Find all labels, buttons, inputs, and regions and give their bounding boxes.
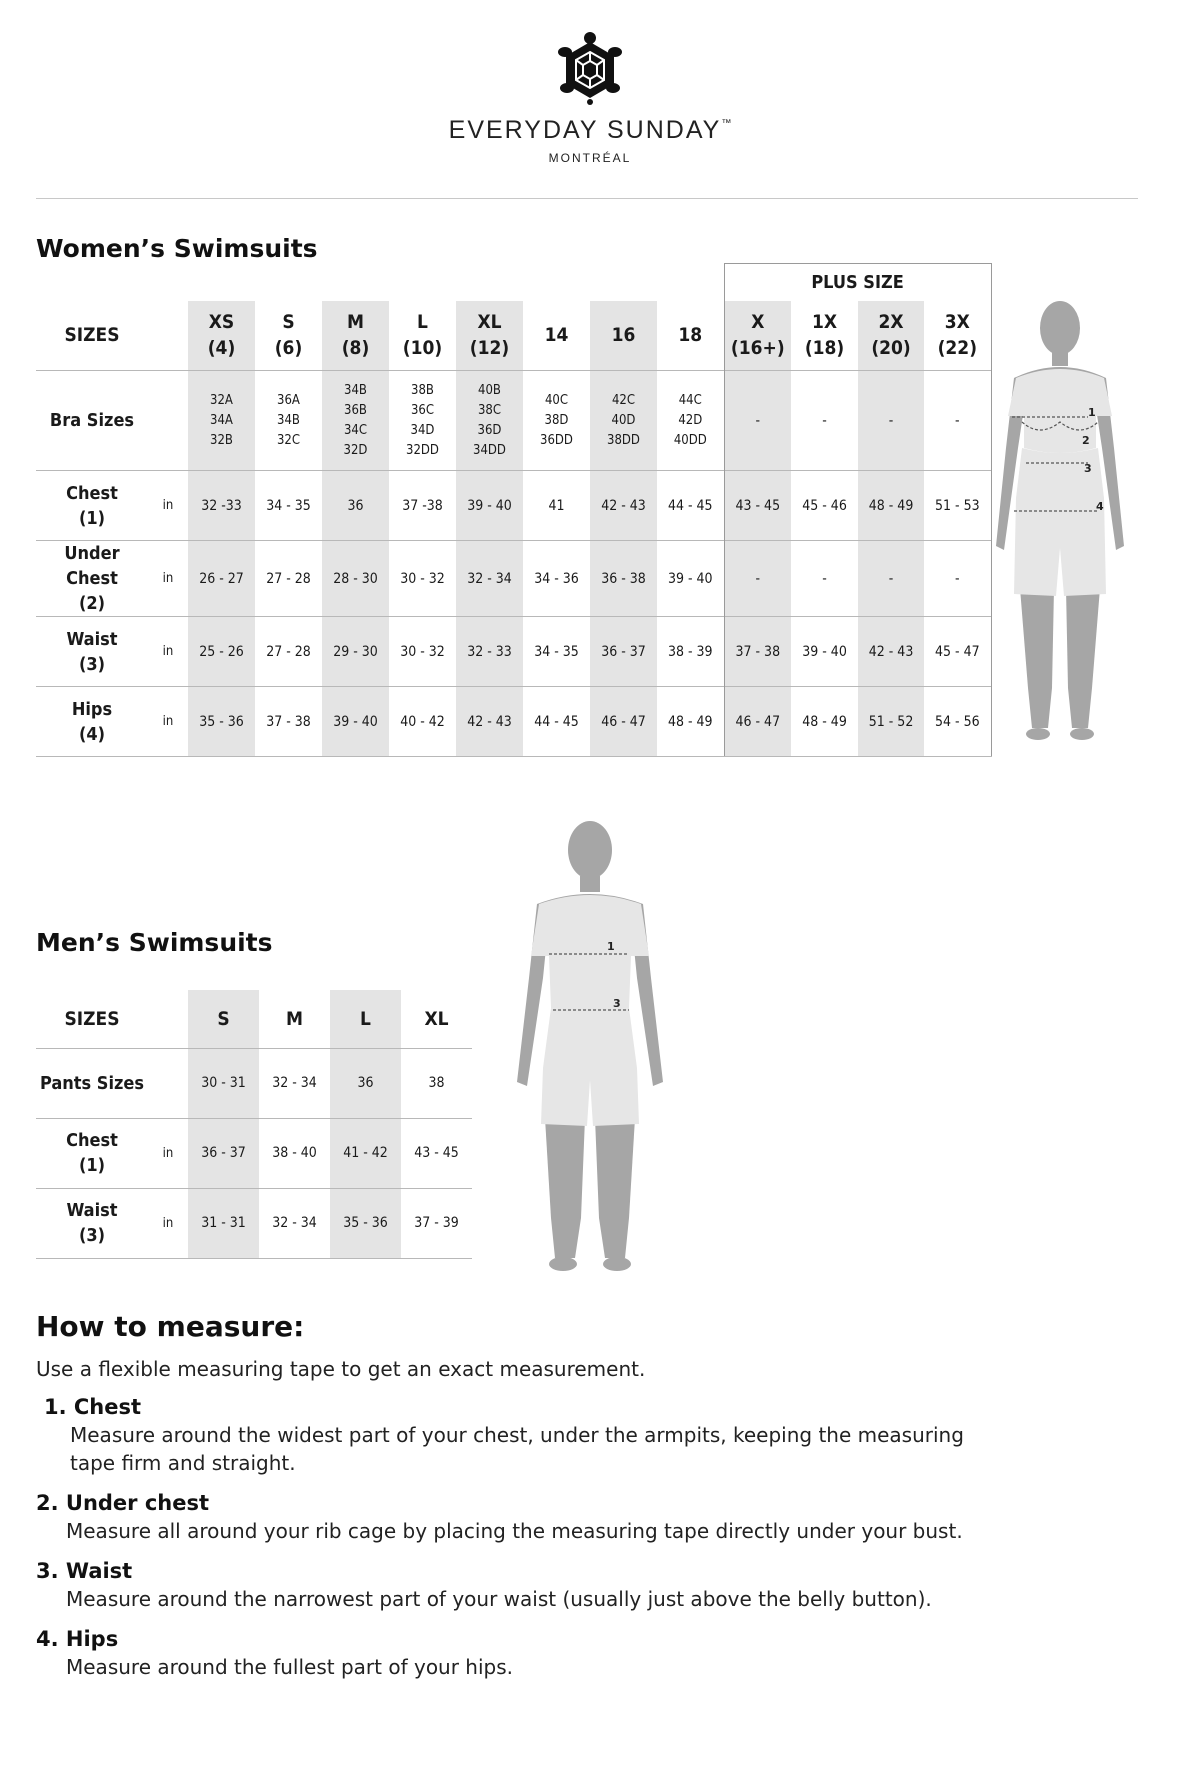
- brand-city: MONTRÉAL: [548, 151, 632, 165]
- table-cell: -: [791, 541, 858, 617]
- size-header-16: 16: [590, 301, 657, 371]
- table-cell: 42C 40D 38DD: [590, 371, 657, 471]
- bra-sizes-row: [36, 371, 991, 471]
- size-header-1x: 1X (18): [804, 311, 845, 360]
- figure-mark-2: 2: [1082, 434, 1090, 447]
- sizes-header-row: [36, 301, 991, 371]
- male-body-figure: [515, 818, 665, 1278]
- table-cell: 54 - 56: [924, 687, 991, 757]
- table-cell: 32 - 34: [259, 1048, 330, 1118]
- table-cell: -: [724, 541, 791, 617]
- how-to-measure-intro: Use a flexible measuring tape to get an exact measurement.: [36, 1357, 646, 1381]
- size-header-18: 18: [678, 324, 703, 347]
- step-description: Measure around the fullest part of your hips.: [66, 1655, 514, 1679]
- table-cell: 45 - 47: [924, 617, 991, 687]
- table-cell: 34 - 35: [523, 617, 590, 687]
- table-cell: 44C 42D 40DD: [657, 371, 724, 471]
- step-waist: [36, 1559, 1036, 1613]
- table-cell: 39 - 40: [791, 617, 858, 687]
- table-cell: 38 - 39: [657, 617, 724, 687]
- table-cell: 39 - 40: [322, 687, 389, 757]
- size-header-s: S (6): [274, 311, 303, 360]
- step-title: 1. Chest: [44, 1395, 142, 1419]
- step-description: Measure around the narrowest part of your waist (usually just above the belly button).: [66, 1587, 932, 1611]
- table-cell: 48 - 49: [791, 687, 858, 757]
- step-title: 2. Under chest: [36, 1491, 210, 1515]
- table-cell: 41: [523, 471, 590, 541]
- figure-mark-1: 1: [1088, 406, 1096, 419]
- step-title: 4. Hips: [36, 1627, 119, 1651]
- figure-mark-4: 4: [1096, 500, 1104, 513]
- table-cell: 44 - 45: [657, 471, 724, 541]
- table-cell: 28 - 30: [322, 541, 389, 617]
- how-to-measure-section: [36, 1310, 1036, 1681]
- size-header-l: L (10): [402, 311, 443, 360]
- unit-label: in: [148, 471, 188, 541]
- step-description: Measure around the widest part of your chest, under the armpits, keeping the measuring tape firm and straight.: [70, 1423, 964, 1475]
- table-cell: 35 - 36: [330, 1188, 401, 1258]
- table-cell: 37 - 38: [255, 687, 322, 757]
- table-cell: 30 - 32: [389, 541, 456, 617]
- figure-mark-3: 3: [613, 997, 621, 1010]
- under-chest-row: [36, 541, 991, 617]
- sizes-label: SIZES: [64, 324, 120, 347]
- table-cell: 40B 38C 36D 34DD: [456, 371, 523, 471]
- table-cell: 39 - 40: [456, 471, 523, 541]
- unit-label: in: [148, 617, 188, 687]
- size-header-x: X (16+): [724, 301, 791, 371]
- table-cell: 30 - 31: [188, 1048, 259, 1118]
- size-header-xs: XS (4): [188, 301, 255, 371]
- table-cell: -: [791, 371, 858, 471]
- mens-chest-row: [36, 1118, 472, 1188]
- table-cell: 46 - 47: [590, 687, 657, 757]
- table-cell: 36 - 37: [188, 1118, 259, 1188]
- size-header-s: S: [188, 990, 259, 1048]
- unit-label: in: [148, 1188, 188, 1258]
- table-cell: 37 - 38: [724, 617, 791, 687]
- plus-size-header-row: [36, 264, 991, 301]
- row-label: Waist (3): [36, 617, 148, 687]
- size-header-2x: 2X (20): [858, 301, 924, 371]
- mens-sizes-header-row: [36, 990, 472, 1048]
- table-cell: 25 - 26: [188, 617, 255, 687]
- table-cell: 34 - 36: [523, 541, 590, 617]
- unit-label: in: [148, 541, 188, 617]
- row-label: Under Chest (2): [36, 541, 148, 617]
- table-cell: 38: [401, 1048, 472, 1118]
- size-header-xl: XL: [424, 1007, 449, 1030]
- mens-title: Men’s Swimsuits: [36, 928, 273, 957]
- table-cell: 45 - 46: [791, 471, 858, 541]
- table-cell: 31 - 31: [188, 1188, 259, 1258]
- table-cell: 35 - 36: [188, 687, 255, 757]
- table-cell: 37 - 39: [401, 1188, 472, 1258]
- table-cell: 32 -33: [188, 471, 255, 541]
- womens-title: Women’s Swimsuits: [36, 234, 318, 263]
- table-cell: 36A 34B 32C: [255, 371, 322, 471]
- table-cell: 27 - 28: [255, 617, 322, 687]
- step-hips: [36, 1627, 1036, 1681]
- table-cell: 34 - 35: [255, 471, 322, 541]
- step-under-chest: [36, 1491, 1036, 1545]
- table-cell: 27 - 28: [255, 541, 322, 617]
- table-cell: 38B 36C 34D 32DD: [389, 371, 456, 471]
- table-cell: 32 - 34: [456, 541, 523, 617]
- table-cell: -: [858, 541, 924, 617]
- row-label: Bra Sizes: [36, 371, 148, 471]
- table-cell: 46 - 47: [724, 687, 791, 757]
- size-header-m: M: [285, 1007, 303, 1030]
- sizes-label: SIZES: [64, 1007, 120, 1030]
- table-cell: 42 - 43: [590, 471, 657, 541]
- table-cell: 36 - 38: [590, 541, 657, 617]
- table-cell: 43 - 45: [401, 1118, 472, 1188]
- step-title: 3. Waist: [36, 1559, 133, 1583]
- table-cell: 51 - 52: [858, 687, 924, 757]
- row-label: Chest (1): [36, 471, 148, 541]
- unit-label: in: [148, 1118, 188, 1188]
- table-cell: -: [858, 371, 924, 471]
- table-cell: 51 - 53: [924, 471, 991, 541]
- table-cell: 36: [322, 471, 389, 541]
- table-cell: 29 - 30: [322, 617, 389, 687]
- row-label: Waist (3): [36, 1188, 148, 1258]
- womens-size-table: [36, 263, 992, 757]
- header-divider: [36, 198, 1138, 199]
- table-cell: 36 - 37: [590, 617, 657, 687]
- table-cell: 40 - 42: [389, 687, 456, 757]
- table-cell: 44 - 45: [523, 687, 590, 757]
- table-cell: 42 - 43: [456, 687, 523, 757]
- table-cell: 48 - 49: [657, 687, 724, 757]
- size-header-l: L: [330, 990, 401, 1048]
- table-cell: 26 - 27: [188, 541, 255, 617]
- waist-row: [36, 617, 991, 687]
- hips-row: [36, 687, 991, 757]
- table-cell: 42 - 43: [858, 617, 924, 687]
- mens-size-table: [36, 990, 472, 1259]
- row-label: Chest (1): [36, 1118, 148, 1188]
- table-cell: 36: [330, 1048, 401, 1118]
- brand-header: [0, 30, 1180, 165]
- table-cell: -: [924, 541, 991, 617]
- table-cell: 37 -38: [389, 471, 456, 541]
- size-header-3x: 3X (22): [924, 301, 991, 371]
- unit-label: in: [148, 687, 188, 757]
- table-cell: 32 - 33: [456, 617, 523, 687]
- table-cell: 38 - 40: [259, 1118, 330, 1188]
- figure-mark-1: 1: [607, 940, 615, 953]
- brand-name: EVERYDAY SUNDAY™: [448, 116, 732, 144]
- size-header-m: M (8): [322, 301, 389, 371]
- size-header-14: 14: [544, 324, 569, 347]
- mens-waist-row: [36, 1188, 472, 1258]
- table-cell: 39 - 40: [657, 541, 724, 617]
- table-cell: 43 - 45: [724, 471, 791, 541]
- row-label: Hips (4): [36, 687, 148, 757]
- figure-mark-3: 3: [1084, 462, 1092, 475]
- table-cell: -: [724, 371, 791, 471]
- table-cell: 30 - 32: [389, 617, 456, 687]
- table-cell: 40C 38D 36DD: [523, 371, 590, 471]
- plus-size-label: PLUS SIZE: [724, 264, 991, 301]
- turtle-logo-icon: [552, 30, 628, 106]
- step-chest: [44, 1395, 1036, 1477]
- step-description: Measure all around your rib cage by placing the measuring tape directly under your bust.: [66, 1519, 963, 1543]
- table-cell: -: [924, 371, 991, 471]
- how-to-measure-title: How to measure:: [36, 1310, 305, 1343]
- table-cell: 32 - 34: [259, 1188, 330, 1258]
- pants-sizes-row: [36, 1048, 472, 1118]
- female-body-figure: [992, 298, 1128, 748]
- table-cell: 48 - 49: [858, 471, 924, 541]
- table-cell: 32A 34A 32B: [188, 371, 255, 471]
- chest-row: [36, 471, 991, 541]
- size-header-xl: XL (12): [456, 301, 523, 371]
- table-cell: 41 - 42: [330, 1118, 401, 1188]
- row-label: Pants Sizes: [36, 1048, 148, 1118]
- table-cell: 34B 36B 34C 32D: [322, 371, 389, 471]
